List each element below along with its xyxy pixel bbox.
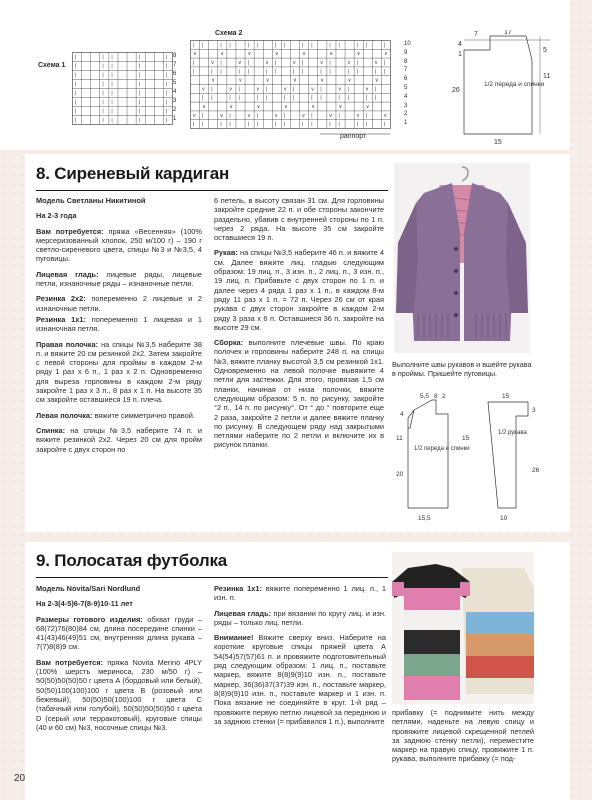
stockinette-text: лицевые ряды, лицевые петли, изнаночные ряды – изнаночные петли. xyxy=(36,269,202,289)
rib-heading: Резинка 1х1: xyxy=(214,584,262,593)
size-text: обхват груди – 68(72)76(80)84 см, длина посередине спинки – 41(43)46(49)51 см, внутренняя длина рукава – 7(7)8(8)9 см. xyxy=(36,614,202,652)
stitch-symbol: v xyxy=(265,60,269,66)
section9-column-2 xyxy=(214,584,386,732)
stitch-symbol: | xyxy=(229,42,231,49)
sleeve-dim-3: 3 xyxy=(532,407,536,414)
stitch-symbol: v xyxy=(302,112,305,119)
sleeve-label: 1/2 рукава xyxy=(498,430,527,436)
stitch-symbol: ∨ xyxy=(202,104,206,110)
right-front-heading: Правая полочка: xyxy=(36,339,99,349)
stitch-symbol: ∨ xyxy=(229,104,234,110)
stitch-symbol: | xyxy=(274,60,277,66)
stockinette-heading: Лицевая гладь: xyxy=(36,269,99,279)
stitch-symbol: v xyxy=(374,60,378,66)
stitch-symbol: | xyxy=(356,42,358,49)
sleeve-text: на спицы №3,5 наберите 46 п. и вяжите 4 см. Далее вяжите лиц. гладью следующим образом: 19 лиц. п., 3 изн. п., 2 лиц. п., 3 изн. п., 19 лиц. п. Прибавьте с двух сторон по 1 п. и далее через 4 ряда 1 раз х 1 п., в каждом 8-м ряду 11 раз х 1 п. = 72 п. Через 26 см от края рукава с двух сторон закройте в каждом 2-м ряду 3 раза х 6 п. Оставшиеся 36 п. закройте на высоте 29 см. xyxy=(214,248,384,332)
stitch-symbol: ∨ xyxy=(220,51,224,58)
dim-5: 5 xyxy=(543,47,547,54)
stitch-symbol: v xyxy=(338,86,341,93)
stitch-symbol: | xyxy=(229,95,231,102)
stitch-symbol: | xyxy=(238,86,240,93)
stitch-symbol: ∨ xyxy=(256,104,261,110)
stitch-symbol: | xyxy=(274,68,277,75)
stitch-symbol: | xyxy=(102,72,104,79)
materials-text: пряжа Novita Merino 4PLY (100% шерсть мериноса, 230 м/50 г) – 50(50)50(50)50 г цвета А (бордовый или белый), 50(50)100(100)100 г цвета В (розовый или бежевый), 50(50)50(100)100 г цвета С (табачный или голубой), 50(50)50(50)50 г цвета D (серый или терракотовый), круговые спицы (40 и 60 см) №3, носочные спицы №3. xyxy=(36,657,202,732)
stitch-symbol: | xyxy=(265,95,268,102)
pattern-note: 1/2 переда и спинки xyxy=(484,81,545,88)
dim-4: 4 xyxy=(458,41,462,48)
stitch-symbol: | xyxy=(229,112,231,119)
stitch-symbol: | xyxy=(111,108,113,115)
section8-column-1 xyxy=(36,196,202,460)
stockinette-text: при вязании по кругу лиц. и изн. ряды – только лиц. петли. xyxy=(214,608,386,627)
stitch-symbol: | xyxy=(347,86,349,93)
stitch-symbol: | xyxy=(75,81,77,88)
stitch-symbol: v xyxy=(356,112,360,119)
stitch-symbol: | xyxy=(256,95,258,102)
section8-rule xyxy=(36,190,388,191)
stitch-symbol: | xyxy=(111,90,113,97)
stitch-symbol: v xyxy=(220,112,223,119)
stitch-symbol: | xyxy=(302,42,304,49)
stitch-symbol: | xyxy=(338,121,340,128)
stitch-symbol: | xyxy=(138,117,140,124)
dim-15-5: 15,5 xyxy=(418,515,431,522)
section9-title: 9. Полосатая футболка xyxy=(36,551,228,570)
row-number: 2 xyxy=(173,107,177,113)
dim-20: 20 xyxy=(396,471,404,478)
scheme1-label: Схема 1 xyxy=(38,62,66,69)
row-number: 8 xyxy=(404,58,408,65)
stitch-symbol: | xyxy=(75,99,77,106)
stitch-symbol: ∨ xyxy=(329,51,334,58)
stitch-symbol: | xyxy=(138,72,140,79)
stitch-symbol: | xyxy=(111,117,113,124)
dim-17: 17 xyxy=(504,30,512,36)
stitch-symbol: | xyxy=(374,68,377,75)
scheme1-grid xyxy=(72,52,182,128)
stitch-symbol: v xyxy=(365,86,369,93)
stitch-symbol: | xyxy=(165,99,168,106)
stitch-symbol: | xyxy=(338,112,340,119)
stitch-symbol: | xyxy=(211,95,213,102)
stitch-symbol: | xyxy=(338,95,340,102)
stitch-symbol: | xyxy=(302,121,304,128)
stitch-symbol: | xyxy=(347,95,349,102)
left-front-text: вяжите симметрично правой. xyxy=(94,410,195,420)
stitch-symbol: | xyxy=(302,60,304,66)
stitch-symbol: | xyxy=(165,108,168,115)
stitch-symbol: v xyxy=(311,86,314,93)
stitch-symbol: | xyxy=(138,90,140,97)
stitch-symbol: | xyxy=(293,95,295,102)
stitch-symbol: | xyxy=(320,86,322,93)
stitch-symbol: | xyxy=(311,95,313,102)
stitch-symbol: | xyxy=(256,121,258,128)
stitch-symbol: ∨ xyxy=(283,104,288,110)
scheme2-grid xyxy=(190,40,400,140)
stitch-symbol: ∨ xyxy=(338,104,343,110)
stitch-symbol: | xyxy=(329,42,331,49)
stitch-symbol: | xyxy=(247,42,249,49)
stitch-symbol: ∨ xyxy=(374,77,379,84)
stitch-symbol: | xyxy=(102,90,104,97)
stitch-symbol: v xyxy=(383,112,387,119)
stitch-symbol: | xyxy=(102,108,104,115)
left-front-heading: Левая полочка: xyxy=(36,410,93,420)
row-number: 2 xyxy=(404,111,408,118)
scheme2-row-numbers xyxy=(404,40,414,128)
stitch-symbol: | xyxy=(329,60,331,66)
stitch-symbol: v xyxy=(202,86,205,93)
right-front-text: на спицы №3,5 наберите 38 п. и вяжите 20 см резинкой 2х2. Затем закройте с левой стороны для проймы в каждом 2-м ряду 1 раз х 6 п., 1 раз х 2 п. Одновременно для выреза горловины в каждом 2-м ряду закройте 1 раз х 3 п., 8 раз х 1 п. На высоте 35 см закройте оставшиеся 19 п. плеча. xyxy=(36,339,202,405)
dim-2: 2 xyxy=(442,393,446,400)
row-number: 3 xyxy=(173,98,177,104)
section9-column-1 xyxy=(36,584,202,738)
stitch-symbol: | xyxy=(265,68,268,75)
stitch-symbol: | xyxy=(311,112,313,119)
stitch-symbol: v xyxy=(293,60,296,66)
stitch-symbol: | xyxy=(138,63,140,70)
section8-title: 8. Сиреневый кардиган xyxy=(36,164,230,183)
age-range: На 2-3(4-5)6-7(8-9)10-11 лет xyxy=(36,599,133,609)
materials-heading: Вам потребуется: xyxy=(36,657,103,667)
stitch-symbol: | xyxy=(320,95,322,102)
stitch-symbol: | xyxy=(138,108,140,115)
stitch-symbol: | xyxy=(193,42,195,49)
row-number: 9 xyxy=(404,49,408,56)
rib-text: вяжите попеременно 1 лиц. п., 1 изн. п. xyxy=(214,584,386,603)
row-number: 4 xyxy=(404,93,408,100)
dim-11: 11 xyxy=(396,435,403,442)
stitch-symbol: v xyxy=(256,86,260,93)
stitch-symbol: | xyxy=(220,121,222,128)
stitch-symbol: | xyxy=(202,95,204,102)
stitch-symbol: ∨ xyxy=(293,77,297,84)
dim-1: 1 xyxy=(458,51,462,58)
dim-4: 4 xyxy=(400,411,404,418)
rib1-heading: Резинка 1х1: xyxy=(36,314,86,324)
back-heading: Спинка: xyxy=(36,425,66,435)
stitch-symbol: | xyxy=(274,42,277,49)
stitch-symbol: | xyxy=(283,112,286,119)
stitch-symbol: | xyxy=(102,54,104,61)
stitch-symbol: | xyxy=(75,63,77,70)
stitch-symbol: | xyxy=(338,42,340,49)
stitch-symbol: | xyxy=(102,81,104,88)
stitch-symbol: | xyxy=(311,121,313,128)
stitch-symbol: | xyxy=(329,121,331,128)
row-number: 1 xyxy=(173,116,177,122)
stitch-symbol: | xyxy=(75,54,77,61)
stitch-symbol: | xyxy=(229,121,231,128)
stitch-symbol: v xyxy=(283,86,287,93)
sleeve-heading: Рукав: xyxy=(214,248,238,258)
stitch-symbol: | xyxy=(102,117,104,124)
sleeve-dim-10: 10 xyxy=(500,515,508,522)
stitch-symbol: | xyxy=(374,86,377,93)
stitch-symbol: | xyxy=(238,95,240,102)
stitch-symbol: | xyxy=(356,60,358,66)
row-number: 7 xyxy=(173,62,177,68)
stitch-symbol: | xyxy=(102,63,104,70)
stitch-symbol: | xyxy=(320,68,322,75)
stitch-symbol: ∨ xyxy=(302,51,306,58)
stitch-symbol: | xyxy=(165,90,168,97)
stitch-symbol: | xyxy=(165,81,168,88)
materials-heading: Вам потребуется: xyxy=(36,226,104,236)
continuation-text: прибавку (= поднимите нить между петлями, наденьте на левую спицу и провяжите лицевой скрещенной петлей за заднюю стенку петли), переместите маркер на правую спицу, провяжите 1 п. рукава, выполните прибавку (= под- xyxy=(392,708,534,764)
row-number: 1 xyxy=(404,120,408,127)
note-text: Вяжите сверху вниз. Наберите на короткие круговые спицы пряжей цвета А 54(54)57(57)61 п. и провяжите подготовительный ряд следующим образом: 1 лиц. п., поставьте маркер, вяжите 8(8)9(9)10 изн. п., поставьте маркер, 36(36)37(37)39 изн. п., поставьте маркер, 8(8)9(9)10 изн. п., поставьте маркер и 1 изн. п. Пока вязание не соединяйте в круг. 1-й ряд – провяжите первую петлю лицевой за переднюю и за заднюю стенки (= прибавился 1 п.), выполните xyxy=(214,633,386,726)
stitch-symbol: | xyxy=(374,95,377,102)
rib2-text: попеременно 2 лицевые и 2 изнаночные петли. xyxy=(36,294,202,313)
sleeve-dim-15: 15 xyxy=(502,393,510,400)
stitch-symbol: ∨ xyxy=(211,77,215,84)
stitch-symbol: ∨ xyxy=(311,104,315,110)
stitch-symbol: ∨ xyxy=(320,77,324,84)
row-number: 7 xyxy=(404,67,408,74)
model-name: Модель Светланы Никитиной xyxy=(36,196,146,205)
stitch-symbol: | xyxy=(383,121,386,128)
front-label: 1/2 переда и спинки xyxy=(414,446,470,452)
stitch-symbol: | xyxy=(283,42,286,49)
stitch-symbol: | xyxy=(247,121,249,128)
scheme2-label: Схема 2 xyxy=(215,30,243,37)
stitch-symbol: | xyxy=(165,72,168,79)
stitch-symbol: | xyxy=(165,117,168,124)
stitch-symbol: | xyxy=(356,121,358,128)
row-number: 5 xyxy=(173,80,177,86)
stitch-symbol: | xyxy=(283,95,286,102)
stitch-symbol: | xyxy=(202,121,204,128)
stitch-symbol: | xyxy=(329,68,331,75)
stitch-symbol: ∨ xyxy=(356,51,361,58)
stitch-symbol: ∨ xyxy=(247,51,252,58)
dim-8: 8 xyxy=(434,393,438,400)
dim-26: 26 xyxy=(452,87,460,94)
section9-column-3 xyxy=(392,708,534,770)
stitch-symbol: v xyxy=(211,60,214,66)
page-number: 20 xyxy=(14,773,26,784)
dim-11: 11 xyxy=(543,73,551,80)
stitch-symbol: v xyxy=(347,60,351,66)
stitch-symbol: | xyxy=(75,108,77,115)
stitch-symbol: | xyxy=(293,86,295,93)
stitch-symbol: ∨ xyxy=(265,77,270,84)
rapport-label: раппорт xyxy=(340,133,367,140)
stitch-symbol: | xyxy=(274,121,277,128)
back-text: на спицы №3,5 наберите 74 п. и вяжите резинкой 2х2. Через 20 см для пройм закройте с двух сторон по xyxy=(36,425,202,454)
stitch-symbol: | xyxy=(165,63,168,70)
stitch-symbol: | xyxy=(293,68,295,75)
row-number: 5 xyxy=(404,84,408,91)
stitch-symbol: | xyxy=(365,42,368,49)
cardigan-caption: Выполните швы рукавов и вшейте рукава в проймы. Пришейте пуговицы. xyxy=(392,360,532,378)
stitch-symbol: | xyxy=(111,63,113,70)
stitch-symbol: | xyxy=(302,68,304,75)
stitch-symbol: ∨ xyxy=(274,51,279,58)
stitch-symbol: v xyxy=(238,60,241,66)
stitch-symbol: | xyxy=(383,60,386,66)
stitch-symbol: | xyxy=(75,72,77,79)
row-number: 6 xyxy=(173,71,177,77)
note-heading: Внимание! xyxy=(214,633,254,643)
stitch-symbol: | xyxy=(193,60,195,66)
stitch-symbol: | xyxy=(247,60,249,66)
stitch-symbol: | xyxy=(211,86,213,93)
rib1-text: попеременно 1 лицевая и 1 изнаночная петля. xyxy=(36,314,202,334)
stitch-symbol: | xyxy=(265,86,268,93)
age-range: На 2-3 года xyxy=(36,211,77,221)
stitch-symbol: v xyxy=(329,112,332,119)
stitch-symbol: | xyxy=(138,81,140,88)
row-number: 10 xyxy=(404,41,411,47)
stitch-symbol: v xyxy=(229,86,232,93)
stitch-symbol: | xyxy=(138,54,140,61)
row-number: 8 xyxy=(173,53,177,59)
row-number: 3 xyxy=(404,102,408,109)
stitch-symbol: | xyxy=(111,81,113,88)
stitch-symbol: | xyxy=(165,54,168,61)
stitch-symbol: | xyxy=(75,117,77,124)
stitch-symbol: | xyxy=(75,90,77,97)
stitch-symbol: | xyxy=(283,121,286,128)
cardigan-photo xyxy=(394,163,530,353)
stitch-symbol: | xyxy=(220,68,222,75)
stitch-symbol: | xyxy=(347,68,349,75)
stitch-symbol: | xyxy=(111,72,113,79)
section9-rule xyxy=(36,577,388,578)
size-heading: Размеры готового изделия: xyxy=(36,614,143,624)
stitch-symbol: ∨ xyxy=(238,77,243,84)
row-number: 6 xyxy=(404,76,408,83)
stitch-symbol: | xyxy=(365,95,368,102)
scheme1-row-numbers xyxy=(173,52,181,124)
stitch-symbol: v xyxy=(193,112,196,119)
stitch-symbol: | xyxy=(220,42,222,49)
stitch-symbol: ∨ xyxy=(383,51,388,58)
rib2-heading: Резинка 2х2: xyxy=(36,294,86,304)
assembly-text: выполните плечевые швы. По краю полочек и горловины наберите 248 п. на спицы №3, вяжите планку высотой 3,5 см резинкой 1х1. Одновременно на левой полочке вывяжите 4 петли для застежки. Для этого, провязав 1,5 см планки, начиная от низа полочки, вяжите следующим образом: 5 п. по рисунку, закройте °2 п., 14 п. по рисунку°. От ° до ° повторите еще 2 раза, закройте 2 петли и далее вяжите планку по рисунку. В следующем ряду над закрытыми петлями наберите по 2 петли и включите их в рисунок планки. xyxy=(214,338,384,450)
stitch-symbol: | xyxy=(193,68,195,75)
back-text-cont: 6 петель, в высоту связан 31 см. Для горловины закройте средние 22 п. и обе стороны закончите раздельно, убавив с внутренней стороны по 1 п. через 2 ряда. На высоте 35 см закройте оставшиеся 19 п. xyxy=(214,196,384,243)
dim-5-5: 5,5 xyxy=(420,393,430,400)
stitch-symbol: ∨ xyxy=(347,77,352,84)
assembly-heading: Сборка: xyxy=(214,338,244,348)
model-name: Модель Novita/Sari Nordlund xyxy=(36,584,141,593)
stitch-symbol: | xyxy=(383,68,386,75)
dim-15-side: 15 xyxy=(462,435,470,442)
stockinette-heading: Лицевая гладь: xyxy=(214,608,272,618)
stitch-symbol: | xyxy=(102,99,104,106)
stitch-symbol: ∨ xyxy=(365,104,370,110)
cardigan-pattern-diagram xyxy=(388,388,558,528)
stitch-symbol: | xyxy=(238,68,240,75)
dim-15: 15 xyxy=(494,139,502,146)
stitch-symbol: ∨ xyxy=(193,51,197,58)
stitch-symbol: | xyxy=(365,121,368,128)
stitch-symbol: | xyxy=(138,99,140,106)
tshirts-photo xyxy=(392,552,534,704)
section8-column-2 xyxy=(214,196,384,456)
materials-text: пряжа «Весенняя» (100% мерсеризованный хлопок, 250 м/100 г) – 190 г светло-сиреневого цвета, спицы №3 и №3,5, 4 пуговицы. xyxy=(36,226,202,264)
stitch-symbol: | xyxy=(383,42,386,49)
stitch-symbol: | xyxy=(356,68,358,75)
stitch-symbol: | xyxy=(365,112,368,119)
stitch-symbol: | xyxy=(256,112,258,119)
sleeve-dim-26: 26 xyxy=(532,467,540,474)
top-pattern-diagram xyxy=(450,30,570,150)
stitch-symbol: v xyxy=(247,112,251,119)
stitch-symbol: | xyxy=(247,68,249,75)
stitch-symbol: v xyxy=(320,60,323,66)
stitch-symbol: | xyxy=(202,42,204,49)
stitch-symbol: | xyxy=(211,68,213,75)
stitch-symbol: | xyxy=(111,99,113,106)
stitch-symbol: v xyxy=(274,112,278,119)
stitch-symbol: | xyxy=(111,54,113,61)
stitch-symbol: | xyxy=(311,42,313,49)
dim-7: 7 xyxy=(474,31,478,38)
stitch-symbol: | xyxy=(193,121,195,128)
stitch-symbol: | xyxy=(202,112,204,119)
stitch-symbol: | xyxy=(220,60,222,66)
stitch-symbol: | xyxy=(256,42,258,49)
row-number: 4 xyxy=(173,89,177,95)
